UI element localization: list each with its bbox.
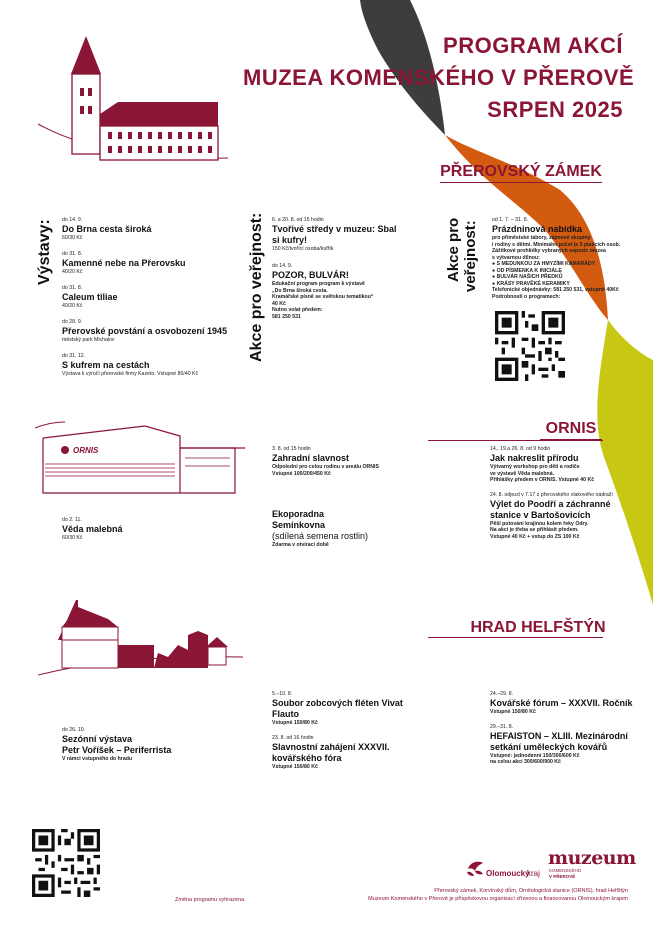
event-info: Na akci je třeba se přihlásit předem. xyxy=(490,527,579,533)
event-title: Slavnostní zahájení XXXVII. kovářského fóra xyxy=(272,741,390,763)
muzeum-logo xyxy=(548,847,636,884)
page-title xyxy=(243,30,635,126)
event-title: Ekoporadna xyxy=(272,509,325,519)
title-line-3: SRPEN 2025 xyxy=(487,97,623,122)
event-title: Do Brna cesta široká xyxy=(62,224,152,234)
title-line-1: PROGRAM AKCÍ xyxy=(443,33,623,58)
event-date: do 2. 11. xyxy=(62,517,82,523)
event-title: Zahradní slavnost xyxy=(272,453,350,463)
logo-muzeum-text: muzeum xyxy=(548,847,636,869)
event-info: Vstupné 150/80 Kč xyxy=(490,709,536,715)
logo-kraj-text: Olomoucký xyxy=(486,869,530,878)
event-info: Vstupné 40 Kč + vstup do ZS 100 Kč xyxy=(490,533,580,540)
vertical-label-akce2a: Akce pro xyxy=(445,217,462,282)
list-item xyxy=(62,217,247,242)
ornis-logo: ORNIS xyxy=(73,446,99,455)
event-date: 29.–31. 8. xyxy=(490,723,514,730)
event-info: na celou akci 300/600/900 Kč xyxy=(490,759,561,765)
event-info: Nutno volat předem: xyxy=(272,307,323,313)
divider xyxy=(428,637,603,638)
event-info: s výtvarnou dílnou: xyxy=(492,254,540,261)
event-date: 5.–10. 8. xyxy=(272,691,293,697)
event-title: Caleum tiliae xyxy=(62,292,118,302)
vertical-label-vystavy: Výstavy: xyxy=(36,219,53,285)
akce-zamek-list xyxy=(272,217,397,320)
event-date: do 14. 9. xyxy=(62,217,83,223)
footer-text xyxy=(298,887,628,903)
list-item xyxy=(272,446,412,477)
list-item xyxy=(62,251,247,276)
event-info: Výtvarný workshop pro děti a rodiče xyxy=(490,464,580,470)
event-info: pro příměstské tábory, zájmové skupiny xyxy=(492,235,591,241)
event-title-2: Semínkovna xyxy=(272,520,326,530)
event-date: do 28. 9. xyxy=(62,319,83,325)
event-date: 24. 8. odjezd v 7.17 z přerovského vlakového nádraží xyxy=(490,491,613,498)
ornis-left-event xyxy=(62,517,212,542)
event-title-2: Petr Voříšek – Periferrista xyxy=(62,745,172,755)
vertical-label-akce: Akce pro veřejnost: xyxy=(248,212,265,362)
event-title: Kovářské fórum – XXXVII. Ročník xyxy=(490,698,633,708)
event-title: Soubor zobcových fléten Vivat Flauto xyxy=(272,698,403,719)
event-info: 40/20 Kč xyxy=(62,303,83,309)
section-title-ornis: ORNIS xyxy=(540,420,602,440)
event-date: do 26. 10. xyxy=(62,727,86,733)
event-info: i rodiny s dětmi. Minimální počet je 5 platících osob. xyxy=(492,241,621,248)
event-date: 6. a 20. 8. od 15 hodin xyxy=(272,217,324,223)
event-title: Věda malebná xyxy=(62,524,123,534)
helfstyn-castle-illustration xyxy=(38,595,243,685)
section-title-zamek: PŘEROVSKÝ ZÁMEK xyxy=(440,163,602,183)
olomoucky-kraj-icon xyxy=(464,858,486,880)
event-title: Výlet do Poodří a záchranné stanice v Bartošovicích xyxy=(490,498,611,520)
event-title: Tvořivé středy v muzeu: Sbal si kufry! xyxy=(272,224,397,245)
event-info: Kramářské písně se světskou tematikou“ xyxy=(272,294,374,300)
event-info: Odpolední pro celou rodinu v areálu ORNIS xyxy=(272,464,379,470)
footer-line-2: Muzeum Komenského v Přerově je příspěvkovou organizací zřízenou a financovanou Olomouckým krajem xyxy=(368,896,628,902)
event-info: 40 Kč xyxy=(272,300,286,307)
event-title: S kufrem na cestách xyxy=(62,360,150,370)
event-info: Zážitkové prohlídky vybraných expozic muzea xyxy=(492,248,606,254)
event-title: Kamenné nebe na Přerovsku xyxy=(62,258,186,268)
event-title: HEFAISTON – XLIII. Mezinárodní setkání uměleckých kovářů xyxy=(490,730,628,752)
qr-code-programs[interactable] xyxy=(495,311,565,381)
event-info: V rámci vstupného do hradu xyxy=(62,756,133,762)
event-info: ● S MEDUNKOU ZA HMYZÍMI KAMARÁDY xyxy=(492,261,596,267)
list-item xyxy=(490,446,640,484)
list-item xyxy=(272,217,397,253)
event-date: do 14. 9. xyxy=(272,263,293,269)
list-item xyxy=(490,724,640,766)
event-date: od 1. 7. – 31. 8. xyxy=(492,217,529,223)
list-item xyxy=(62,319,247,344)
title-line-2: MUZEA KOMENSKÉHO V PŘEROVĚ xyxy=(243,65,635,90)
qr-code-footer[interactable] xyxy=(32,829,100,897)
helfstyn-left-event xyxy=(62,727,222,763)
event-title: Jak nakreslit přírodu xyxy=(490,453,579,463)
event-info: Vstupné: jednodenní 150/300/600 Kč xyxy=(490,752,580,759)
helfstyn-right-list xyxy=(490,691,640,766)
list-item xyxy=(272,735,412,771)
event-info: ● KRÁSY PRAVĚKÉ KERAMIKY xyxy=(492,280,570,287)
event-date: 24.–29. 8. xyxy=(490,691,514,697)
event-info: ● OD PÍSMENKA K INICIÁLE xyxy=(492,267,562,274)
list-item xyxy=(490,492,640,541)
event-info: městský park Michalov xyxy=(62,337,115,343)
list-item xyxy=(272,509,412,549)
event-info: Podrobnosti o programech: xyxy=(492,293,561,300)
event-info: 60/30 Kč xyxy=(62,235,83,241)
footer-line-1: Přerovský zámek, Korvínský dům, Ornitologická stanice (ORNIS), hrad Helfštýn xyxy=(434,888,628,894)
event-info: 150 Kč/tvořící osoba/kufřík xyxy=(272,246,334,252)
event-date: 3. 8. od 15 hodin xyxy=(272,446,311,452)
section-title-helfstyn: HRAD HELFŠTÝN xyxy=(470,619,606,636)
footer-change-note: Změna programu vyhrazena. xyxy=(175,897,246,903)
event-date: do 31. 12. xyxy=(62,353,86,359)
prazdniny-block xyxy=(492,217,642,300)
event-info: ● BULVÁR NAŠICH PŘEDKŮ xyxy=(492,274,563,280)
event-date: 23. 8. od 16 hodin xyxy=(272,734,314,741)
event-info: 60/30 Kč xyxy=(62,535,83,541)
event-date: do 31. 8. xyxy=(62,251,83,257)
event-info: 40/20 Kč xyxy=(62,269,83,275)
helfstyn-mid-list xyxy=(272,691,412,770)
list-item xyxy=(272,691,412,727)
event-info: Výstava k výročí přerovské firmy Kazeto. Vstupné 80/40 Kč xyxy=(62,371,199,377)
list-item xyxy=(272,263,397,320)
event-date: 14., 19.a 26. 8. od 9 hodin xyxy=(490,446,551,452)
olomoucky-kraj-logo xyxy=(464,858,554,882)
event-info: Přihlášky předem v ORNIS. Vstupné 40 Kč xyxy=(490,477,595,483)
divider xyxy=(428,440,603,441)
vystavy-list xyxy=(62,217,247,378)
ornis-building-illustration xyxy=(35,418,245,498)
list-item xyxy=(62,353,247,378)
ornis-right-list xyxy=(490,446,640,540)
logo-muzeum-sub-1: KOMENSKÉHO xyxy=(549,868,582,873)
logo-muzeum-sub-2: V PŘEROVĚ xyxy=(549,874,576,879)
ornis-mid-list xyxy=(272,446,412,549)
event-title: Přerovské povstání a osvobození 1945 xyxy=(62,326,228,336)
event-title: POZOR, BULVÁR! xyxy=(272,270,349,280)
castle-illustration xyxy=(38,36,228,176)
event-info: Zdarma v otvírací době xyxy=(272,542,329,548)
event-info: „Do Brna široká cesta. xyxy=(272,287,328,294)
event-info: Pěší putování krajinou kolem řeky Odry. xyxy=(490,520,589,527)
event-title: Prázdninová nabídka xyxy=(492,224,583,234)
vertical-label-akce2b: veřejnost: xyxy=(462,220,479,292)
event-info: Vstupné 100/200/450 Kč xyxy=(272,470,331,477)
event-info: Telefonické objednávky: 581 250 531, vstupné 40Kč xyxy=(492,287,619,293)
event-info: Edukační program program k výstavě xyxy=(272,281,365,287)
event-date: do 31. 8. xyxy=(62,285,83,291)
event-title: Sezónní výstava xyxy=(62,734,133,744)
list-item xyxy=(62,285,247,310)
event-info: Vstupné 150/80 Kč xyxy=(272,763,318,770)
event-info: 581 250 531 xyxy=(272,313,301,320)
list-item xyxy=(490,691,640,716)
event-info: Vstupné 150/80 Kč xyxy=(272,720,318,726)
logo-kraj-text-2: kraj xyxy=(527,869,540,878)
event-title-3: (sdílená semena rostlin) xyxy=(272,531,369,541)
event-info: ve výstavě Věda malebná. xyxy=(490,470,555,477)
